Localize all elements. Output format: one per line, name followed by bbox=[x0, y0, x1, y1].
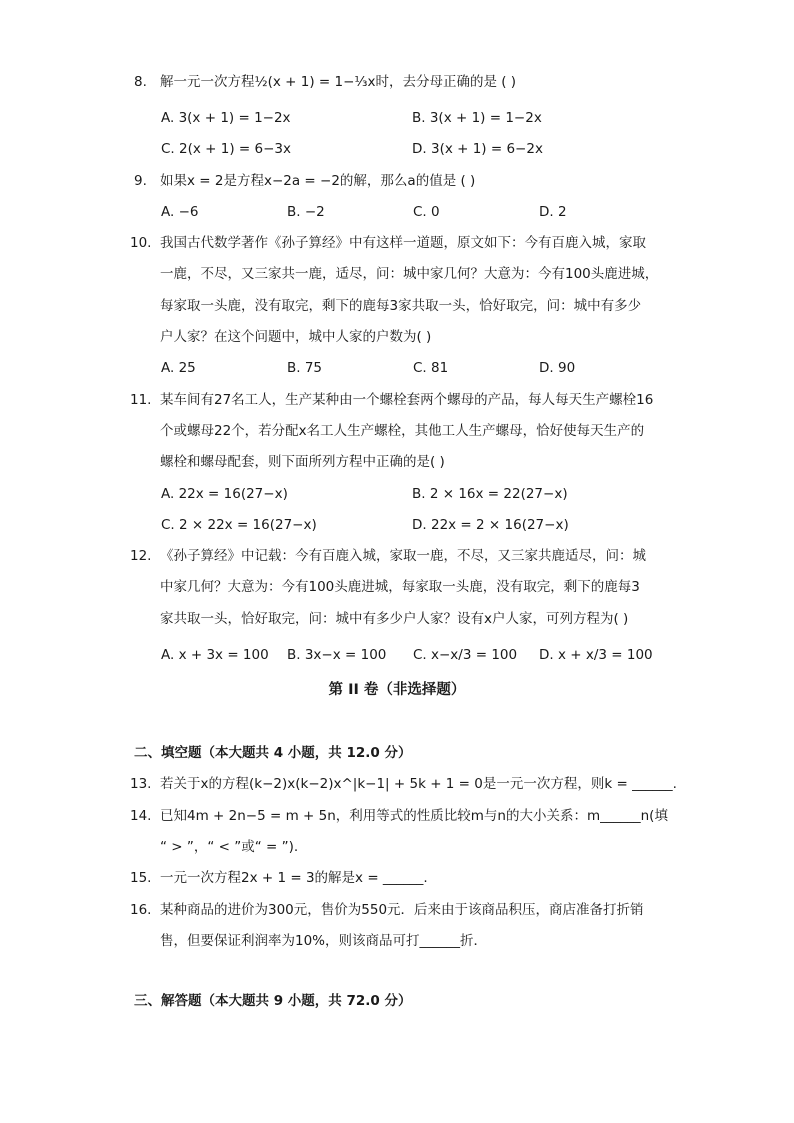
question-line: 一鹿，不尽，又三家共一鹿，适尽，问：城中家几何？大意为：今有100头鹿进城， bbox=[160, 266, 659, 282]
question-line: 户人家？在这个问题中，城中人家的户数为( ) bbox=[160, 329, 432, 345]
question-number: 13. bbox=[130, 776, 152, 792]
question-number: 15. bbox=[130, 870, 152, 886]
question-line: 售，但要保证利润率为10%，则该商品可打______折． bbox=[160, 933, 488, 949]
question-line: “ > ”，“ < ”或“ = ”). bbox=[160, 839, 299, 855]
option-d: D. 3(x + 1) = 6−2x bbox=[412, 141, 543, 157]
question-line: 家共取一头，恰好取完，问：城中有多少户人家？设有x户人家，可列方程为( ) bbox=[160, 611, 629, 627]
option-c: C. 0 bbox=[413, 204, 440, 220]
question-stem: 如果x = 2是方程x−2a = −2的解，那么a的值是 ( ) bbox=[160, 173, 476, 189]
question-number: 12. bbox=[130, 548, 152, 564]
question-number: 10. bbox=[130, 235, 152, 251]
question-line: 某种商品的进价为300元，售价为550元．后来由于该商品积压，商店准备打折销 bbox=[160, 902, 644, 918]
section-heading: 二、填空题（本大题共 4 小题，共 12.0 分） bbox=[134, 745, 412, 761]
option-a: A. 22x = 16(27−x) bbox=[161, 486, 288, 502]
option-a: A. 3(x + 1) = 1−2x bbox=[161, 110, 291, 126]
question-line: 某车间有27名工人，生产某种由一个螺栓套两个螺母的产品，每人每天生产螺栓16 bbox=[160, 392, 654, 408]
question-line: 个或螺母22个，若分配x名工人生产螺栓，其他工人生产螺母，恰好使每天生产的 bbox=[160, 423, 645, 439]
option-b: B. 3x−x = 100 bbox=[287, 647, 387, 663]
question-number: 16. bbox=[130, 902, 152, 918]
question-number: 8. bbox=[134, 74, 147, 90]
option-b: B. −2 bbox=[287, 204, 325, 220]
option-c: C. x−x/3 = 100 bbox=[413, 647, 518, 663]
option-b: B. 3(x + 1) = 1−2x bbox=[412, 110, 542, 126]
option-a: A. 25 bbox=[161, 360, 196, 376]
question-stem: 若关于x的方程(k−2)x(k−2)x^|k−1| + 5k + 1 = 0是一元一次方程，则k = ______. bbox=[160, 776, 677, 792]
option-a: A. −6 bbox=[161, 204, 199, 220]
option-c: C. 2 × 22x = 16(27−x) bbox=[161, 517, 317, 533]
option-c: C. 81 bbox=[413, 360, 449, 376]
question-line: 中家几何？大意为：今有100头鹿进城，每家取一头鹿，没有取完，剩下的鹿每3 bbox=[160, 579, 640, 595]
question-line: 《孙子算经》中记载：今有百鹿入城，家取一鹿，不尽，又三家共鹿适尽，问：城 bbox=[160, 548, 646, 564]
option-d: D. 2 bbox=[539, 204, 567, 220]
question-stem: 解一元一次方程½(x + 1) = 1−⅓x时，去分母正确的是 ( ) bbox=[160, 74, 517, 90]
option-d: D. x + x/3 = 100 bbox=[539, 647, 653, 663]
option-c: C. 2(x + 1) = 6−3x bbox=[161, 141, 291, 157]
question-line: 每家取一头鹿，没有取完，剩下的鹿每3家共取一头，恰好取完，问：城中有多少 bbox=[160, 298, 642, 314]
option-a: A. x + 3x = 100 bbox=[161, 647, 269, 663]
option-d: D. 90 bbox=[539, 360, 576, 376]
question-number: 9. bbox=[134, 173, 147, 189]
question-number: 14. bbox=[130, 808, 152, 824]
question-line: 我国古代数学著作《孙子算经》中有这样一道题，原文如下：今有百鹿入城，家取 bbox=[160, 235, 646, 251]
question-line: 已知4m + 2n−5 = m + 5n，利用等式的性质比较m与n的大小关系：m______n(填 bbox=[160, 808, 668, 824]
question-number: 11. bbox=[130, 392, 152, 408]
option-b: B. 75 bbox=[287, 360, 323, 376]
question-stem: 一元一次方程2x + 1 = 3的解是x = ______. bbox=[160, 870, 428, 886]
option-d: D. 22x = 2 × 16(27−x) bbox=[412, 517, 569, 533]
section-heading: 三、解答题（本大题共 9 小题，共 72.0 分） bbox=[134, 993, 412, 1009]
question-line: 螺栓和螺母配套，则下面所列方程中正确的是( ) bbox=[160, 454, 445, 470]
part-title: 第 II 卷（非选择题） bbox=[328, 682, 466, 698]
option-b: B. 2 × 16x = 22(27−x) bbox=[412, 486, 568, 502]
